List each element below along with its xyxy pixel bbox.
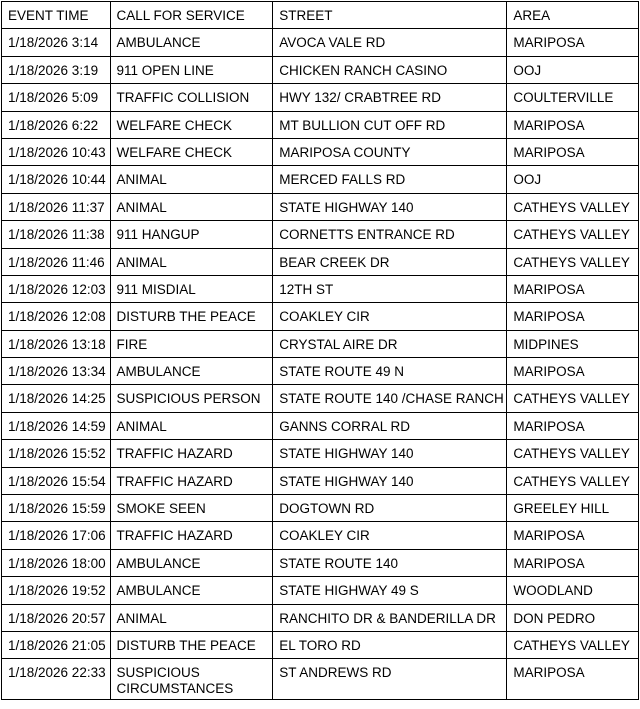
call-for-service-cell: AMBULANCE [110, 549, 273, 576]
street-cell: MERCED FALLS RD [273, 166, 507, 193]
table-row [2, 659, 639, 700]
table-row [2, 522, 639, 549]
call-for-service-cell: SUSPICIOUS CIRCUMSTANCES [110, 659, 273, 700]
area-cell: GREELEY HILL [507, 495, 639, 522]
call-for-service-cell: FIRE [110, 330, 273, 357]
event-time-cell: 1/18/2026 15:59 [2, 495, 111, 522]
area-cell: CATHEYS VALLEY [507, 221, 639, 248]
call-for-service-cell: ANIMAL [110, 412, 273, 439]
street-cell: DOGTOWN RD [273, 495, 507, 522]
street-cell: ST ANDREWS RD [273, 659, 507, 700]
street-cell: COAKLEY CIR [273, 303, 507, 330]
table-row [2, 467, 639, 494]
table-row [2, 604, 639, 631]
area-cell: MARIPOSA [507, 412, 639, 439]
area-cell: MARIPOSA [507, 29, 639, 56]
event-time-cell: 1/18/2026 10:44 [2, 166, 111, 193]
area-cell: MARIPOSA [507, 138, 639, 165]
table-row [2, 358, 639, 385]
area-cell: CATHEYS VALLEY [507, 248, 639, 275]
street-cell: CHICKEN RANCH CASINO [273, 56, 507, 83]
call-for-service-cell: ANIMAL [110, 166, 273, 193]
event-time-cell: 1/18/2026 12:08 [2, 303, 111, 330]
event-time-cell: 1/18/2026 14:25 [2, 385, 111, 412]
event-time-cell: 1/18/2026 15:54 [2, 467, 111, 494]
header-call-for-service: CALL FOR SERVICE [110, 2, 273, 29]
area-cell: WOODLAND [507, 577, 639, 604]
event-time-cell: 1/18/2026 19:52 [2, 577, 111, 604]
area-cell: DON PEDRO [507, 604, 639, 631]
call-for-service-cell: DISTURB THE PEACE [110, 631, 273, 658]
area-cell: CATHEYS VALLEY [507, 631, 639, 658]
event-time-cell: 1/18/2026 14:59 [2, 412, 111, 439]
area-cell: MARIPOSA [507, 659, 639, 700]
event-time-cell: 1/18/2026 3:14 [2, 29, 111, 56]
event-time-cell: 1/18/2026 12:03 [2, 275, 111, 302]
table-row [2, 166, 639, 193]
call-for-service-cell: ANIMAL [110, 604, 273, 631]
event-time-cell: 1/18/2026 20:57 [2, 604, 111, 631]
table-row [2, 56, 639, 83]
area-cell: MARIPOSA [507, 303, 639, 330]
street-cell: CRYSTAL AIRE DR [273, 330, 507, 357]
table-row [2, 275, 639, 302]
street-cell: AVOCA VALE RD [273, 29, 507, 56]
event-time-cell: 1/18/2026 21:05 [2, 631, 111, 658]
street-cell: STATE HIGHWAY 140 [273, 193, 507, 220]
street-cell: STATE ROUTE 140 /CHASE RANCH [273, 385, 507, 412]
header-event-time: EVENT TIME [2, 2, 111, 29]
area-cell: MARIPOSA [507, 275, 639, 302]
call-for-service-cell: WELFARE CHECK [110, 111, 273, 138]
call-for-service-cell: AMBULANCE [110, 29, 273, 56]
street-cell: BEAR CREEK DR [273, 248, 507, 275]
call-for-service-cell: TRAFFIC HAZARD [110, 522, 273, 549]
area-cell: MARIPOSA [507, 522, 639, 549]
area-cell: COULTERVILLE [507, 84, 639, 111]
event-time-cell: 1/18/2026 17:06 [2, 522, 111, 549]
event-time-cell: 1/18/2026 15:52 [2, 440, 111, 467]
street-cell: EL TORO RD [273, 631, 507, 658]
table-row [2, 440, 639, 467]
table-row [2, 303, 639, 330]
street-cell: STATE HIGHWAY 49 S [273, 577, 507, 604]
area-cell: CATHEYS VALLEY [507, 440, 639, 467]
event-time-cell: 1/18/2026 13:34 [2, 358, 111, 385]
call-for-service-cell: ANIMAL [110, 193, 273, 220]
event-time-cell: 1/18/2026 11:46 [2, 248, 111, 275]
area-cell: OOJ [507, 56, 639, 83]
header-street: STREET [273, 2, 507, 29]
table-row [2, 84, 639, 111]
table-row [2, 631, 639, 658]
table-row [2, 549, 639, 576]
event-time-cell: 1/18/2026 5:09 [2, 84, 111, 111]
area-cell: MARIPOSA [507, 549, 639, 576]
street-cell: STATE ROUTE 140 [273, 549, 507, 576]
event-time-cell: 1/18/2026 11:38 [2, 221, 111, 248]
street-cell: CORNETTS ENTRANCE RD [273, 221, 507, 248]
call-for-service-cell: DISTURB THE PEACE [110, 303, 273, 330]
street-cell: MT BULLION CUT OFF RD [273, 111, 507, 138]
area-cell: MARIPOSA [507, 111, 639, 138]
call-for-service-cell: TRAFFIC HAZARD [110, 467, 273, 494]
call-for-service-cell: AMBULANCE [110, 358, 273, 385]
event-time-cell: 1/18/2026 6:22 [2, 111, 111, 138]
event-time-cell: 1/18/2026 18:00 [2, 549, 111, 576]
street-cell: STATE HIGHWAY 140 [273, 467, 507, 494]
table-row [2, 577, 639, 604]
header-area: AREA [507, 2, 639, 29]
table-row [2, 29, 639, 56]
call-for-service-cell: WELFARE CHECK [110, 138, 273, 165]
call-for-service-cell: SUSPICIOUS PERSON [110, 385, 273, 412]
call-for-service-cell: ANIMAL [110, 248, 273, 275]
area-cell: CATHEYS VALLEY [507, 385, 639, 412]
table-row [2, 495, 639, 522]
event-time-cell: 1/18/2026 3:19 [2, 56, 111, 83]
street-cell: STATE HIGHWAY 140 [273, 440, 507, 467]
call-for-service-cell: 911 HANGUP [110, 221, 273, 248]
street-cell: RANCHITO DR & BANDERILLA DR [273, 604, 507, 631]
call-for-service-cell: TRAFFIC COLLISION [110, 84, 273, 111]
call-for-service-cell: SMOKE SEEN [110, 495, 273, 522]
street-cell: STATE ROUTE 49 N [273, 358, 507, 385]
table-row [2, 385, 639, 412]
event-time-cell: 1/18/2026 10:43 [2, 138, 111, 165]
table-row [2, 111, 639, 138]
call-for-service-cell: TRAFFIC HAZARD [110, 440, 273, 467]
street-cell: 12TH ST [273, 275, 507, 302]
street-cell: GANNS CORRAL RD [273, 412, 507, 439]
table-row [2, 193, 639, 220]
event-time-cell: 1/18/2026 13:18 [2, 330, 111, 357]
area-cell: MIDPINES [507, 330, 639, 357]
call-for-service-cell: AMBULANCE [110, 577, 273, 604]
street-cell: MARIPOSA COUNTY [273, 138, 507, 165]
event-time-cell: 1/18/2026 11:37 [2, 193, 111, 220]
call-for-service-cell: 911 MISDIAL [110, 275, 273, 302]
area-cell: CATHEYS VALLEY [507, 467, 639, 494]
call-log-table [1, 1, 639, 700]
table-row [2, 412, 639, 439]
event-time-cell: 1/18/2026 22:33 [2, 659, 111, 700]
area-cell: CATHEYS VALLEY [507, 193, 639, 220]
area-cell: OOJ [507, 166, 639, 193]
table-row [2, 248, 639, 275]
table-row [2, 138, 639, 165]
area-cell: MARIPOSA [507, 358, 639, 385]
header-row [2, 2, 639, 29]
street-cell: HWY 132/ CRABTREE RD [273, 84, 507, 111]
table-row [2, 330, 639, 357]
table-row [2, 221, 639, 248]
street-cell: COAKLEY CIR [273, 522, 507, 549]
call-for-service-cell: 911 OPEN LINE [110, 56, 273, 83]
